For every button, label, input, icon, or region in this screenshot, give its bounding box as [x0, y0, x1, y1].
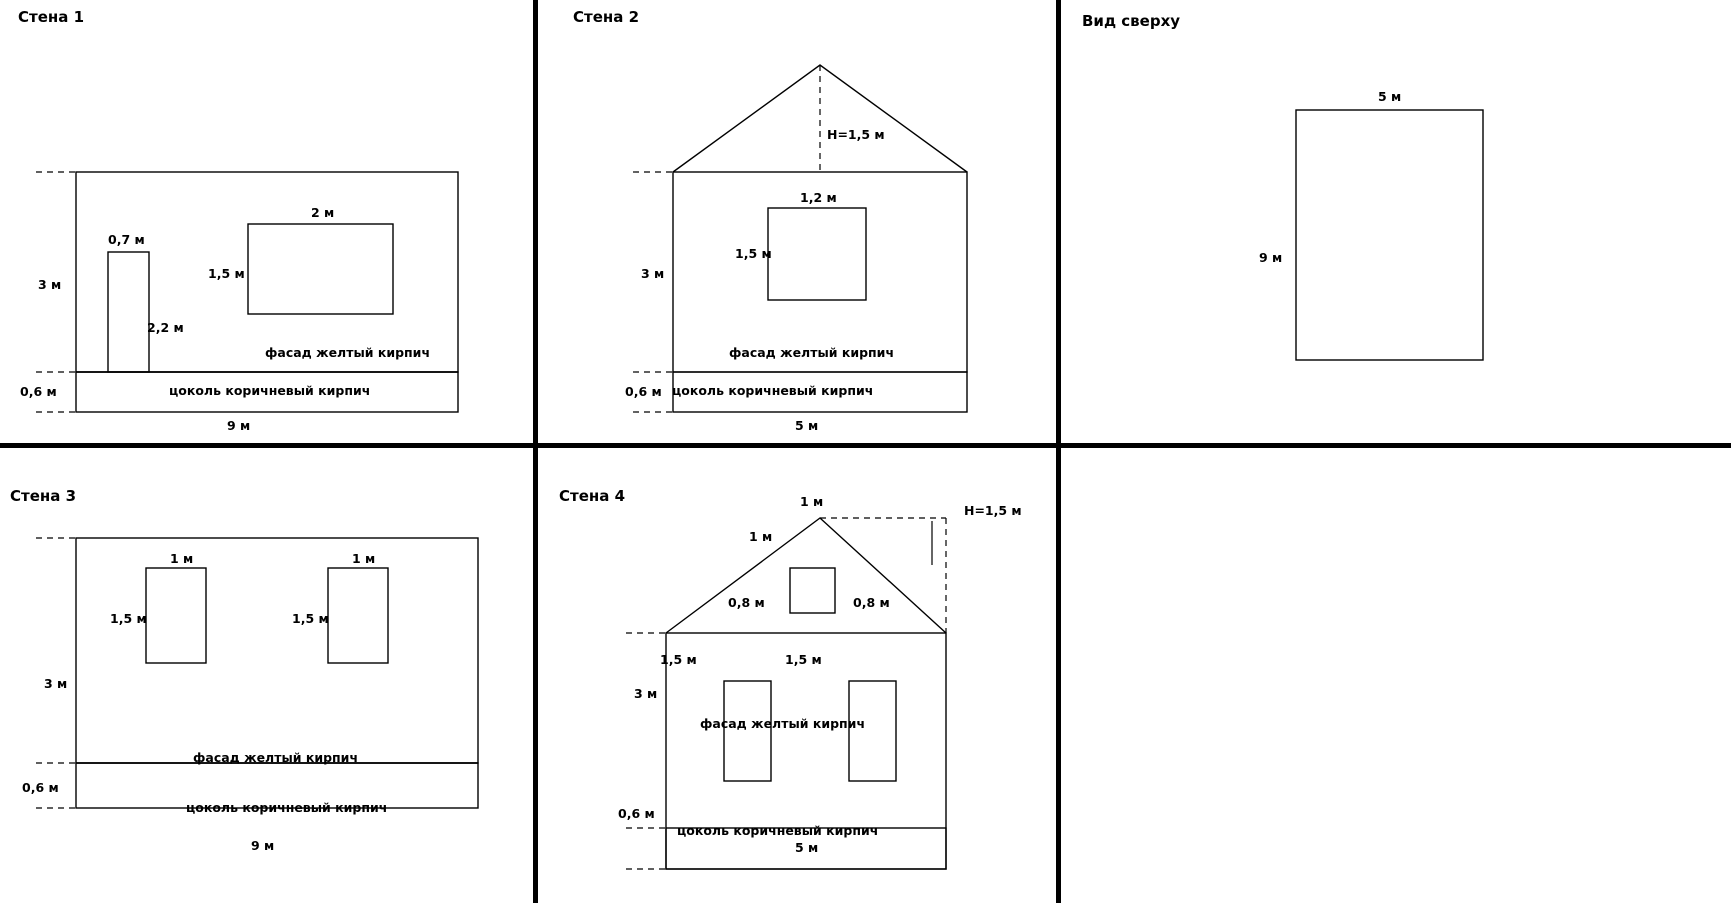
- panel-title-wall3: Стена 3: [10, 487, 77, 505]
- topview-drawing: [1056, 0, 1731, 443]
- wall4-facade-label: фасад желтый кирпич: [700, 716, 866, 731]
- panel-title-wall2: Стена 2: [573, 8, 640, 26]
- topview-depth-label: 9 м: [1259, 250, 1283, 265]
- wall4-attic-window-height-label: 1 м: [749, 529, 773, 544]
- wall4-width-label: 5 м: [795, 840, 819, 855]
- wall3-window2-width-label: 1 м: [352, 551, 376, 566]
- wall2-window-height-label: 1,5 м: [735, 246, 772, 261]
- wall4-window2-height-label: 1,5 м: [785, 652, 822, 667]
- wall4-plinth-height-label: 0,6 м: [618, 806, 655, 821]
- wall1-facade-label: фасад желтый кирпич: [265, 345, 431, 360]
- wall1-drawing: [0, 0, 533, 443]
- wall1-height-label: 3 м: [38, 277, 62, 292]
- wall3-height-label: 3 м: [44, 676, 68, 691]
- wall1-door-height-label: 2,2 м: [147, 320, 184, 335]
- wall1-window-width-label: 2 м: [311, 205, 335, 220]
- wall4-window1-width-label: 0,8 м: [728, 595, 765, 610]
- wall4-height-label: 3 м: [634, 686, 658, 701]
- wall3-window2-height-label: 1,5 м: [292, 611, 329, 626]
- wall3-plinth-label: цоколь коричневый кирпич: [186, 800, 388, 815]
- wall1-door-width-label: 0,7 м: [108, 232, 145, 247]
- wall1-plinth-label: цоколь коричневый кирпич: [169, 383, 371, 398]
- wall1-plinth-height-label: 0,6 м: [20, 384, 57, 399]
- wall4-window2-width-label: 0,8 м: [853, 595, 890, 610]
- wall3-width-label: 9 м: [251, 838, 275, 853]
- wall2-facade-label: фасад желтый кирпич: [729, 345, 895, 360]
- wall2-window-width-label: 1,2 м: [800, 190, 837, 205]
- wall1-width-label: 9 м: [227, 418, 251, 433]
- wall2-plinth-label: цоколь коричневый кирпич: [672, 383, 874, 398]
- panel-title-topview: Вид сверху: [1082, 12, 1181, 30]
- wall2-width-label: 5 м: [795, 418, 819, 433]
- wall3-plinth-height-label: 0,6 м: [22, 780, 59, 795]
- wall3-window1-height-label: 1,5 м: [110, 611, 147, 626]
- wall4-roof-height-label: H=1,5 м: [964, 503, 1022, 518]
- wall3-drawing: [0, 443, 533, 903]
- panel-title-wall1: Стена 1: [18, 8, 85, 26]
- wall4-window1-height-label: 1,5 м: [660, 652, 697, 667]
- wall2-plinth-height-label: 0,6 м: [625, 384, 662, 399]
- topview-width-label: 5 м: [1378, 89, 1402, 104]
- wall3-window1-width-label: 1 м: [170, 551, 194, 566]
- wall2-roof-height-label: H=1,5 м: [827, 127, 885, 142]
- panel-title-wall4: Стена 4: [559, 487, 626, 505]
- wall1-window-height-label: 1,5 м: [208, 266, 245, 281]
- wall3-facade-label: фасад желтый кирпич: [193, 750, 359, 765]
- wall4-attic-window-width-label: 1 м: [800, 494, 824, 509]
- wall4-plinth-label: цоколь коричневый кирпич: [677, 823, 879, 838]
- wall2-drawing: [533, 0, 1056, 443]
- wall2-height-label: 3 м: [641, 266, 665, 281]
